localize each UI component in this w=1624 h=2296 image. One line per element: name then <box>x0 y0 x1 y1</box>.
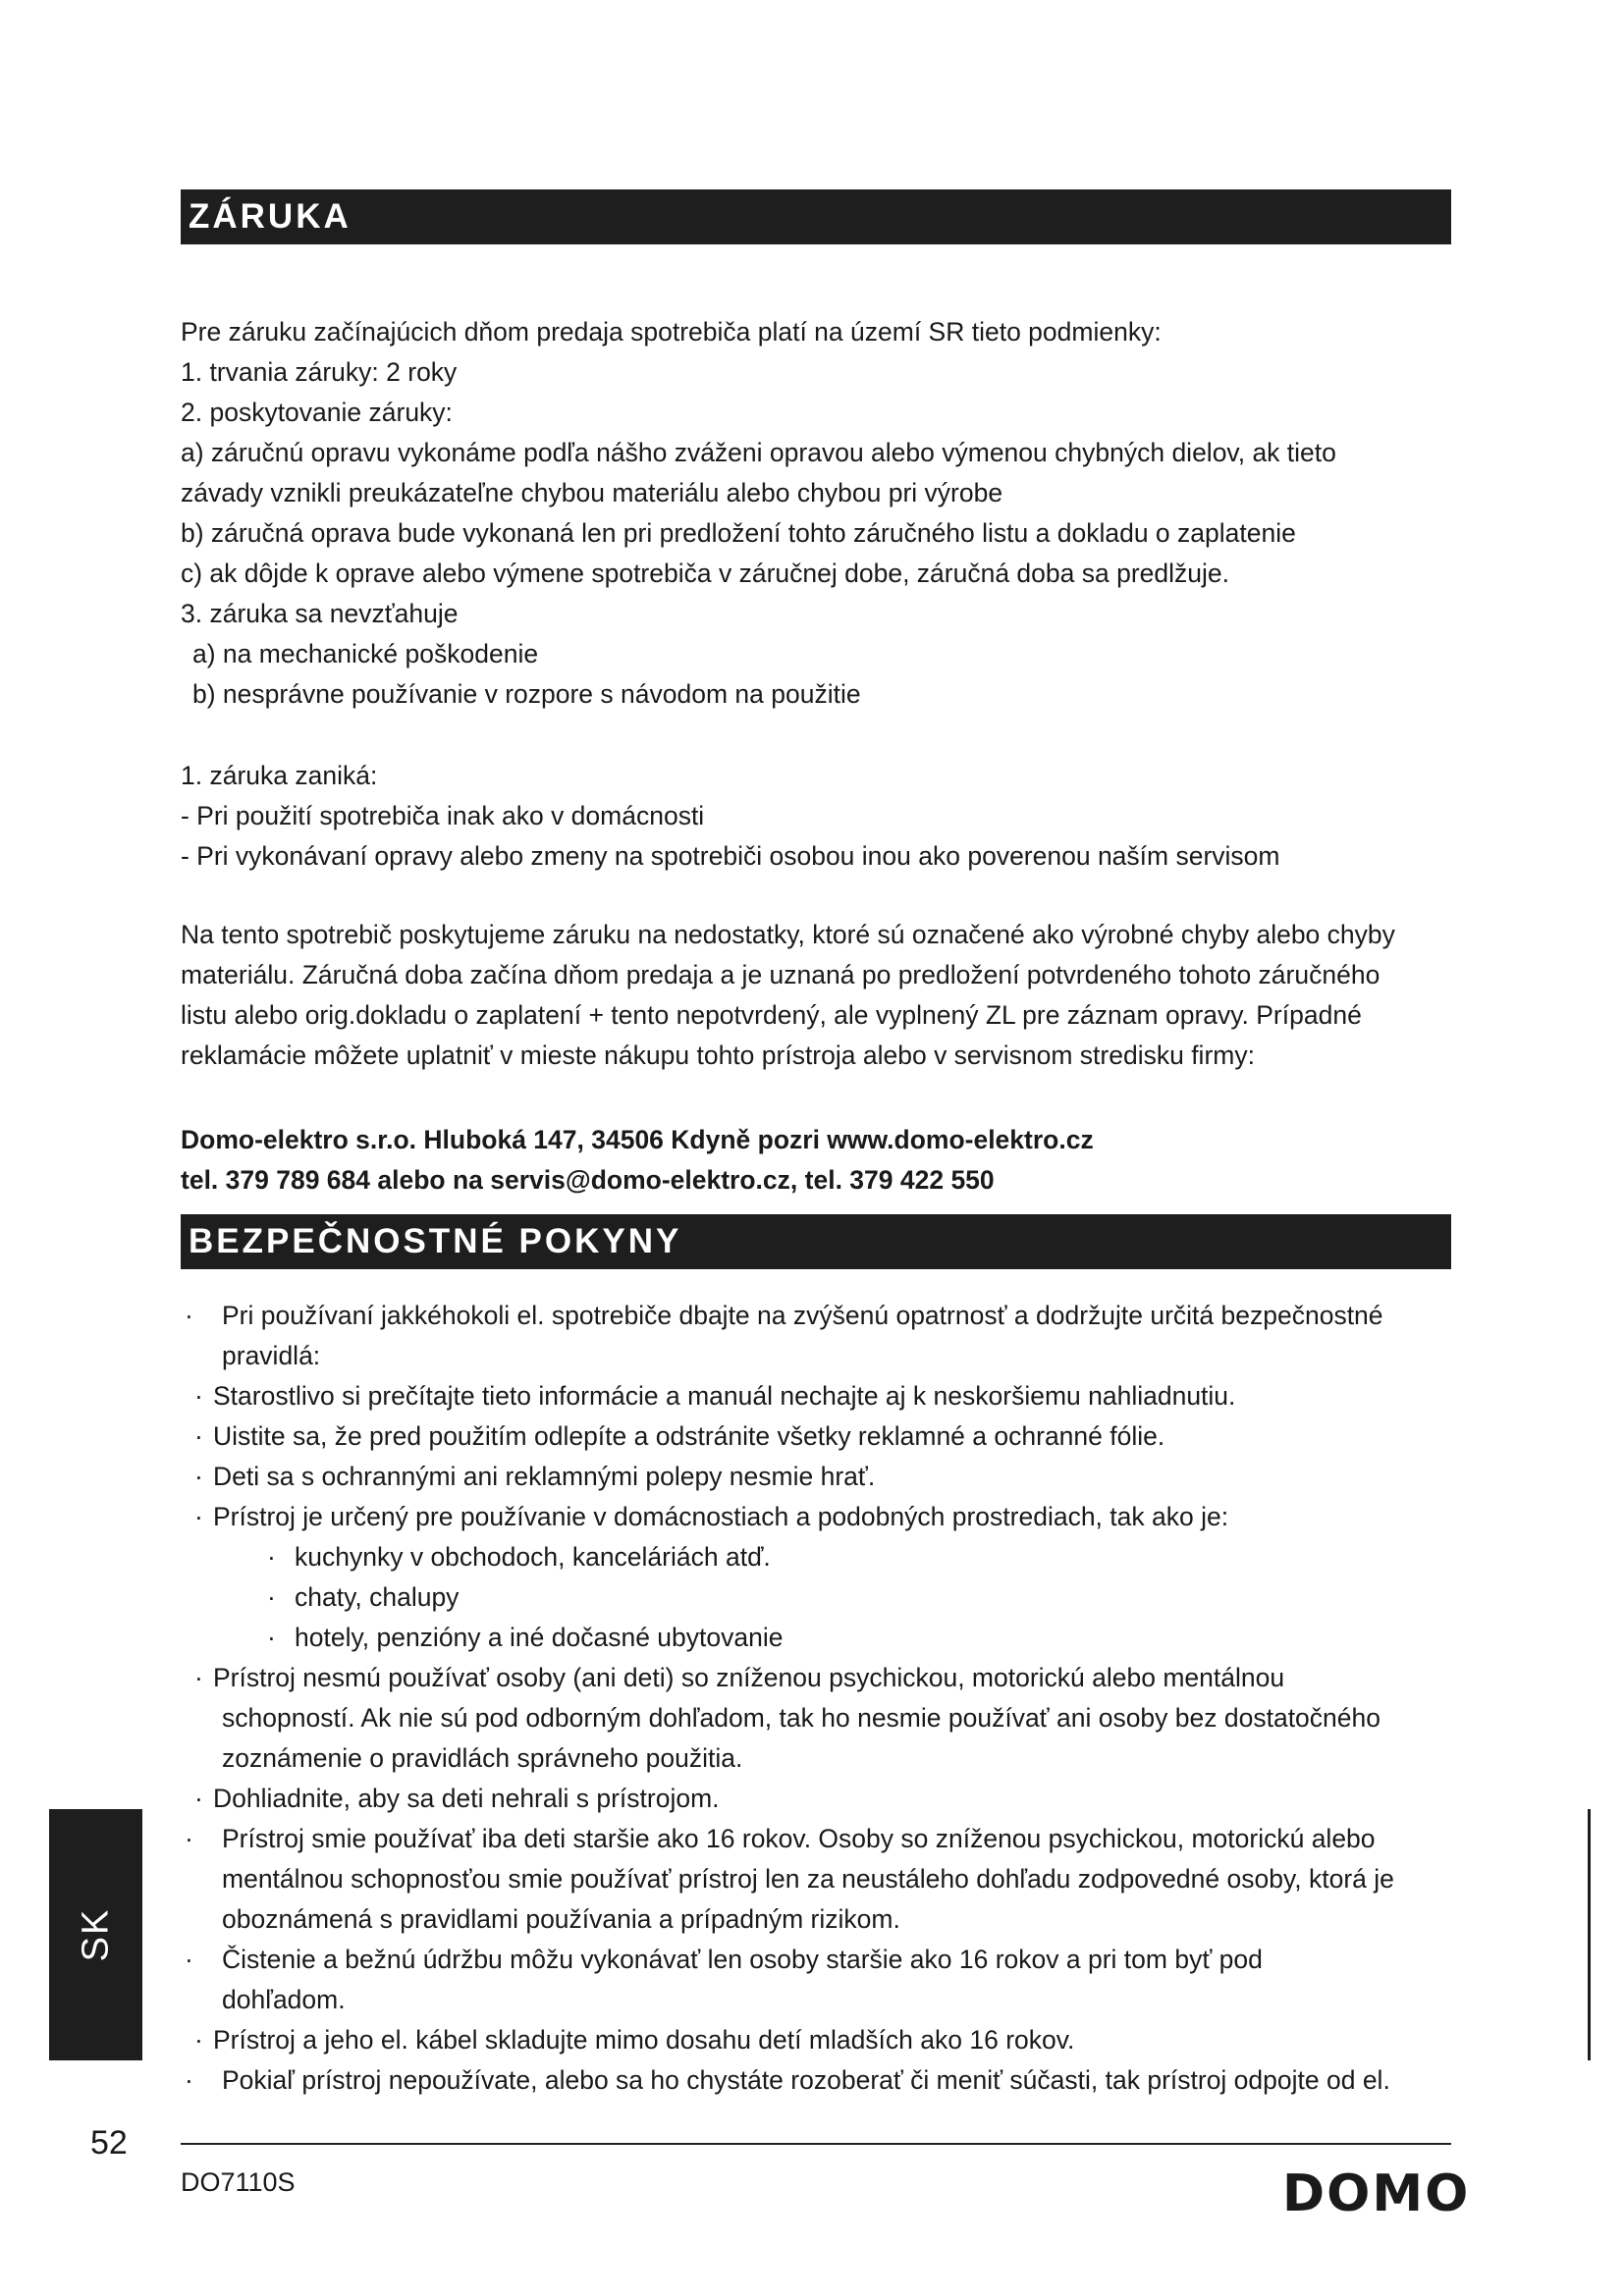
service-contact <box>181 1120 1457 1201</box>
text-line: - Pri vykonávaní opravy alebo zmeny na spotrebiči osobou inou ako poverenou naším servisom <box>181 841 1280 871</box>
section-title-safety: BEZPEČNOSTNÉ POKYNY <box>181 1214 1451 1269</box>
list-item <box>177 1658 1463 1698</box>
margin-rule <box>1588 1809 1591 2060</box>
bullet-icon: · <box>194 1381 203 1411</box>
text-line: reklamácie môžete uplatniť v mieste nákupu tohto prístroja alebo v servisnom stredisku firmy: <box>181 1041 1255 1070</box>
warranty-conditions <box>181 312 1457 715</box>
brand-logo: DOMO <box>1282 2164 1471 2223</box>
bullet-icon: · <box>185 1824 193 1853</box>
list-item-continuation <box>177 1980 1463 2020</box>
text-line: 1. záruka zaniká: <box>181 761 378 790</box>
list-item-continuation <box>177 1899 1463 1940</box>
list-item <box>177 1376 1463 1416</box>
bullet-icon: · <box>267 1542 276 1572</box>
sub-list-item <box>177 1618 1463 1658</box>
list-item <box>177 1779 1463 1819</box>
item-text: dohľadom. <box>222 1985 346 2014</box>
text-line: Pre záruku začínajúcich dňom predaja spotrebiča platí na území SR tieto podmienky: <box>181 317 1162 347</box>
item-text: Čistenie a bežnú údržbu môžu vykonávať len osoby staršie ako 16 rokov a pri tom byť pod <box>222 1945 1263 1974</box>
text-line: Na tento spotrebič poskytujeme záruku na nedostatky, ktoré sú označené ako výrobné chyby alebo chyby <box>181 920 1395 949</box>
item-text: Starostlivo si prečítajte tieto informácie a manuál nechajte aj k neskoršiemu nahliadnutiu. <box>213 1381 1236 1411</box>
item-text: pravidlá: <box>222 1341 321 1370</box>
item-text: Pri používaní jakkéhokoli el. spotrebiče dbajte na zvýšenú opatrnosť a dodržujte určitá bezpečnostné <box>222 1301 1383 1330</box>
item-text: schopností. Ak nie sú pod odborným dohľadom, tak ho nesmie používať ani osoby bez dostatočného <box>222 1703 1381 1733</box>
list-item <box>177 1416 1463 1457</box>
item-text: Dohliadnite, aby sa deti nehrali s prístrojom. <box>213 1784 720 1813</box>
bullet-icon: · <box>194 1784 203 1813</box>
list-item <box>177 1940 1463 1980</box>
contact-address: Domo-elektro s.r.o. Hluboká 147, 34506 Kdyně pozri www.domo-elektro.cz <box>181 1125 1094 1154</box>
list-item <box>177 1497 1463 1537</box>
item-text: Pokiaľ prístroj nepoužívate, alebo sa ho chystáte rozoberať či meniť súčasti, tak prístroj odpojte od el. <box>222 2065 1390 2095</box>
text-line: c) ak dôjde k oprave alebo výmene spotrebiča v záručnej dobe, záručná doba sa predlžuje. <box>181 559 1229 588</box>
bullet-icon: · <box>194 1502 203 1531</box>
bullet-icon: · <box>185 2065 193 2095</box>
item-text: oboznámená s pravidlami používania a prípadným rizikom. <box>222 1904 900 1934</box>
list-item-continuation <box>177 1738 1463 1779</box>
text-line: b) nesprávne používanie v rozpore s návodom na použitie <box>192 679 861 709</box>
item-text: Prístroj je určený pre používanie v domácnostiach a podobných prostrediach, tak ako je: <box>213 1502 1229 1531</box>
bullet-icon: · <box>267 1582 276 1612</box>
item-text: zoznámenie o pravidlách správneho použitia. <box>222 1743 743 1773</box>
sub-list-item <box>177 1537 1463 1577</box>
list-item <box>177 2020 1463 2060</box>
contact-phone: tel. 379 789 684 alebo na servis@domo-elektro.cz, tel. 379 422 550 <box>181 1165 995 1195</box>
text-line: a) na mechanické poškodenie <box>192 639 539 668</box>
item-text: hotely, penzióny a iné dočasné ubytovanie <box>295 1623 784 1652</box>
text-line: 2. poskytovanie záruky: <box>181 398 453 427</box>
text-line: listu alebo orig.dokladu o zaplatení + tento nepotvrdený, ale vyplnený ZL pre záznam opravy. Prípadné <box>181 1000 1362 1030</box>
text-line: závady vznikli preukázateľne chybou materiálu alebo chybou pri výrobe <box>181 478 1003 507</box>
list-item <box>177 1457 1463 1497</box>
list-item-continuation <box>177 1859 1463 1899</box>
text-line: b) záručná oprava bude vykonaná len pri predložení tohto záručného listu a dokladu o zaplatenie <box>181 518 1296 548</box>
list-item <box>177 1819 1463 1859</box>
item-text: Deti sa s ochrannými ani reklamnými polepy nesmie hrať. <box>213 1462 876 1491</box>
language-label: SK <box>75 1907 116 1962</box>
list-item <box>177 2060 1463 2101</box>
warranty-info-paragraph <box>181 915 1457 1076</box>
warranty-void-conditions <box>181 756 1457 877</box>
item-text: chaty, chalupy <box>295 1582 460 1612</box>
item-text: mentálnou schopnosťou smie používať prístroj len za neustáleho dohľadu zodpovedné osoby, ktorá je <box>222 1864 1394 1894</box>
bullet-icon: · <box>185 1301 193 1330</box>
bullet-icon: · <box>185 1945 193 1974</box>
language-tab <box>49 1809 142 2060</box>
item-text: kuchynky v obchodoch, kanceláriách atď. <box>295 1542 771 1572</box>
item-text: Prístroj nesmú používať osoby (ani deti) so zníženou psychickou, motorickú alebo mentálnou <box>213 1663 1285 1692</box>
text-line: materiálu. Záručná doba začína dňom predaja a je uznaná po predložení potvrdeného tohoto záručného <box>181 960 1380 989</box>
item-text: Prístroj a jeho el. kábel skladujte mimo dosahu detí mladších ako 16 rokov. <box>213 2025 1075 2055</box>
list-item-continuation <box>177 1698 1463 1738</box>
item-text: Uistite sa, že pred použitím odlepíte a odstránite všetky reklamné a ochranné fólie. <box>213 1421 1165 1451</box>
item-text: Prístroj smie používať iba deti staršie ako 16 rokov. Osoby so zníženou psychickou, motorickú alebo <box>222 1824 1376 1853</box>
list-item <box>177 1296 1463 1336</box>
model-number: DO7110S <box>181 2167 296 2197</box>
bullet-icon: · <box>194 1462 203 1491</box>
text-line: a) záručnú opravu vykonáme podľa nášho zváženi opravou alebo výmenou chybných dielov, ak tieto <box>181 438 1336 467</box>
bullet-icon: · <box>194 2025 203 2055</box>
footer-divider <box>181 2143 1451 2145</box>
sub-list-item <box>177 1577 1463 1618</box>
text-line: 3. záruka sa nevzťahuje <box>181 599 459 628</box>
safety-instructions-list <box>177 1296 1463 2101</box>
section-title-warranty: ZÁRUKA <box>181 189 1451 244</box>
bullet-icon: · <box>267 1623 276 1652</box>
page-number: 52 <box>90 2124 128 2162</box>
list-item-continuation <box>177 1336 1463 1376</box>
bullet-icon: · <box>194 1663 203 1692</box>
bullet-icon: · <box>194 1421 203 1451</box>
text-line: 1. trvania záruky: 2 roky <box>181 357 458 387</box>
text-line: - Pri použití spotrebiča inak ako v domácnosti <box>181 801 705 830</box>
